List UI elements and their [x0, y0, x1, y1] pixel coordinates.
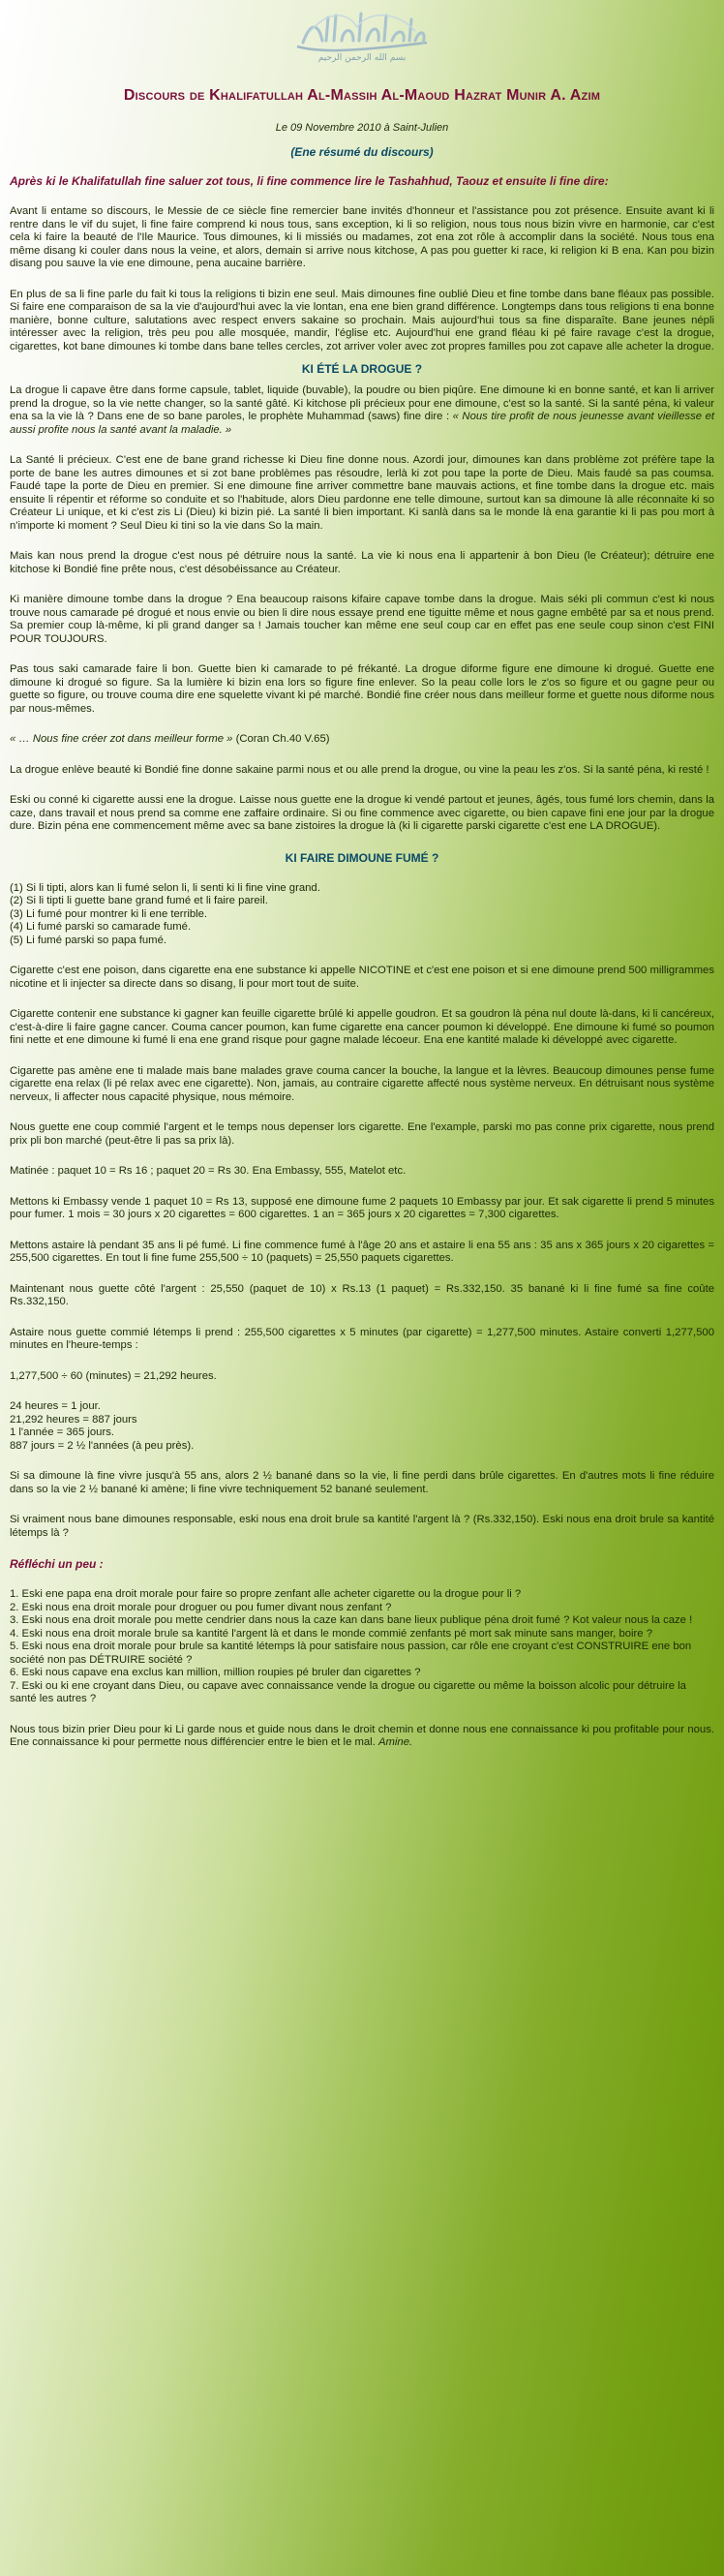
section-title-smoking: KI FAIRE DIMOUNE FUMÉ ?	[285, 850, 439, 865]
drug-paragraph: Pas tous saki camarade faire li bon. Guette bien ki camarade to pé frékanté. La drogue diforme figure ene dimoune ki drogué. Guette ene dimoune ki drogué so figure. Sa la lumière ki bizin ena lors so figure fine enlever. So la peau colle lors le z'os so figure et ou gagne peur ou guette so figure, ou trouve couma dire ene squelette vivant ki pé marché. Bondié fine créer nous dans meilleur forme et guette nous diforme nous par nous-mêmes.	[10, 663, 714, 715]
list-item: 4. Eski nous ena droit morale brule sa kantité l'argent là et dans le monde commié zenfants pé mort sak minute sans manger, boire ?	[10, 1627, 653, 1640]
reflect-questions	[10, 1588, 714, 1706]
smoking-paragraph: Mettons astaire là pendant 35 ans li pé fumé. Li fine commence fumé à l'âge 20 ans et astaire li ena 55 ans : 35 ans x 365 jours x 20 cigarettes = 255,500 cigarettes. En tout li fine fume 255,500 ÷ 10 (paquets) = 25,550 paquets cigarettes.	[10, 1239, 714, 1264]
smoking-paragraph: Maintenant nous guette côté l'argent : 25,550 (paquet de 10) x Rs.13 (1 paquet) = Rs.332,150. 35 banané ki li fine fumé sa fine coûte Rs.332,150.	[10, 1282, 714, 1307]
smoking-paragraph: 1,277,500 ÷ 60 (minutes) = 21,292 heures.	[10, 1369, 217, 1382]
list-item: (3) Li fumé pour montrer ki li ene terrible.	[10, 907, 208, 920]
drug-paragraph: Ki manière dimoune tombe dans la drogue ? Ena beaucoup raisons kifaire capave tombe dans la drogue. Mais séki pli commun c'est ki nous trouve nous camarade pé drogué et nous envie ou bien li dire nous essaye prend ene tiguitte même et nous gagne embêté par sa et nous prend. Sa premier coup là-même, ki pli grand danger sa ! Jamais toucher kan même ene seul coup car en effet pas ene seule coup sinon c'est FINI POUR TOUJOURS.	[10, 594, 714, 645]
list-item: 2. Eski nous ena droit morale pour droguer ou pou fumer divant nous zenfant ?	[10, 1601, 392, 1613]
list-item: 21,292 heures = 887 jours	[10, 1413, 137, 1426]
intro-line: Après ki le Khalifatullah fine saluer zot tous, li fine commence lire le Tashahhud, Taouz et ensuite li fine dire:	[10, 174, 609, 188]
smoking-paragraph: Cigarette pas amène ene ti malade mais bane malades grave couma cancer la bouche, la langue et la lèvres. Beaucoup dimounes pense fume cigarette ena relax (li pé relax avec ene cigarette). Non, jamais, au contraire cigarette affecté nous système nerveux. En détruisant nous système nerveux, li affecter nous capacité physique, nous mémoire.	[10, 1064, 714, 1103]
drug-paragraph: Eski ou conné ki cigarette aussi ene la drogue. Laisse nous guette ene la drogue ki vendé partout et jeunes, âgés, tous fumé lors chemin, dans la caze, dans travail et nous prend sa comme ene zaffaire ordinaire. Si ou fine commence avec cigarette, ou bien capave fini ene jour par la drogue dure. Bizin péna ene commencement même avec sa bane zistoires la drogue là (ki li cigarette parski cigarette c'est ene LA DROGUE).	[10, 794, 714, 832]
smoking-paragraph: Cigarette c'est ene poison, dans cigarette ena ene substance ki appelle NICOTINE et c'est ene poison et si ene dimoune prend 500 milligrammes nicotine et li injecter sa directe dans so disang, li pour mort tout de suite.	[10, 965, 714, 990]
smoking-paragraph: Mettons ki Embassy vende 1 paquet 10 = Rs 13, supposé ene dimoune fume 2 paquets 10 Embassy par jour. Et sak cigarette li prend 5 minutes pour fumer. 1 mois = 30 jours x 20 cigarettes = 600 cigarettes. 1 an = 365 jours x 20 cigarettes = 7,300 cigarettes.	[10, 1195, 714, 1220]
list-item: 1. Eski ene papa ena droit morale pour faire so propre zenfant alle acheter cigarette ou la drogue pour li ?	[10, 1588, 522, 1600]
summary-subtitle: (Ene résumé du discours)	[290, 145, 434, 159]
drug-paragraph: La drogue li capave être dans forme capsule, tablet, liquide (buvable), la poudre ou bien piqûre. Ene dimoune ki en bonne santé, et kan li arriver prend la drogue, so la vie nette changer, so la santé gâté. Ki kitchose pli précieux pour ene dimoune, c'est so la santé. Si la santé péna, ki valeur ena sa la vie là ? Dans ene de so bane paroles, le prophète Muhammad (saws) fine dire : « Nous tire profit de nous jeunesse avant vieillesse et aussi profite nous la santé avant la maladie. »	[10, 384, 714, 436]
page-title: Discours de Khalifatullah Al-Massih Al-Maoud Hazrat Munir A. Azim	[123, 87, 601, 104]
amen: Amine.	[377, 1736, 413, 1748]
list-item: (4) Li fumé parski so camarade fumé.	[10, 921, 192, 933]
smoking-paragraph: Astaire nous guette commié létemps li prend : 255,500 cigarettes x 5 minutes (par cigarette) = 1,277,500 minutes. Astaire converti 1,277,500 minutes en l'heure-temps :	[10, 1326, 714, 1351]
closing-paragraph: Nous tous bizin prier Dieu pour ki Li garde nous et guide nous dans le droit chemin et donne nous ene connaissance ki pou profitable pour nous. Ene connaissance ki pour permette nous différencier entre le bien et le mal. Amine.	[10, 1723, 714, 1748]
drug-paragraph: La drogue enlève beauté ki Bondié fine donne sakaine parmi nous et ou alle prend la drogue, ou vine la peau les z'os. Si la santé péna, ki resté !	[10, 763, 709, 776]
reflect-heading: Réfléchi un peu :	[10, 1557, 104, 1571]
section-title-drug: KI ÉTÉ LA DROGUE ?	[301, 362, 423, 376]
intro-paragraph: En plus de sa li fine parle du fait ki tous la religions ti bizin ene seul. Mais dimounes fine oublié Dieu et fine tombe dans bane fléaux pas possible. Si faire ene comparaison de sa la vie d'aujourd'hui avec la vie lontan, ena ene bien grand différence. Longtemps dans tous religions ti ena bonne manière, bonne culture, salutations avec respect envers sakaine so prochain. Mais aujourd'hui tous sa fine disparaîte. Bane jeunes népli intéresser avec la religion, très peu pou alle mosquée, mandir, l'église etc. Aujourd'hui ene grand fléau ki pé faire ravage c'est la drogue, cigarettes, kot bane dimounes ki tombe dans bane telles cercles, zot arriver voler avec zot propres familles pou zot capave alle acheter la drogue.	[10, 288, 714, 353]
list-item: (1) Si li tipti, alors kan li fumé selon li, li senti ki li fine vine grand.	[10, 881, 320, 894]
smoking-paragraph: Nous guette ene coup commié l'argent et le temps nous depenser lors cigarette. Ene l'example, parski mo pas conne prix cigarette, nous prend prix pli bon marché (peut-être li pas sa prix là).	[10, 1121, 714, 1147]
list-item: (5) Li fumé parski so papa fumé.	[10, 934, 166, 946]
list-item: 6. Eski nous capave ena exclus kan million, million roupies pé bruler dan cigarettes ?	[10, 1667, 421, 1678]
smoking-paragraph: Si vraiment nous bane dimounes responsable, eski nous ena droit brule sa kantité l'argent là ? (Rs.332,150). Eski nous ena droit brule sa kantité létemps là ?	[10, 1514, 714, 1539]
bismillah-logo-text: بسم الله الرحمن الرحيم	[317, 53, 407, 63]
smoking-paragraph: Si sa dimoune là fine vivre jusqu'à 55 ans, alors 2 ½ banané dans so la vie, li fine perdi dans brûle cigarettes. En d'autres mots li fine réduire dans so la vie 2 ½ banané ki amène; li fine vivre techniquement 52 banané seulement.	[10, 1470, 714, 1495]
list-item: 887 jours = 2 ½ l'années (à peu près).	[10, 1439, 195, 1452]
time-conversions	[10, 1400, 714, 1453]
bismillah-calligraphy-logo	[289, 4, 435, 64]
discourse-date: Le 09 Novembre 2010 à Saint-Julien	[275, 122, 449, 134]
drug-paragraph: La Santé li précieux. C'est ene de bane grand richesse ki Dieu fine donne nous. Azordi jour, dimounes kan dans problème zot préfère tape la porte de bane les autres dimounes et si zot bane problèmes pas résoudre, lerlà ki zot pou tape la porte de Dieu. Mais faudé sa pas coumsa. Faudé tape la porte de Dieu en premier. Si ene dimoune fine arriver commettre bane mauvais actions, et fine tombe dans la drogue etc. mais ensuite li répentir et réforme so conduite et so l'habitude, alors Dieu pardonne ene telle dimoune, surtout kan sa dimoune là alle réconnaite ki so Créateur Li unique, et ki c'est zis Li (Dieu) ki bizin pié. La santé li bien important. Ki sanlà dans sa le monde là ena garantie ki li pas pou mort à n'importe ki moment ? Seul Dieu ki tini so la vie dans So la main.	[10, 454, 714, 532]
intro-paragraph: Avant li entame so discours, le Messie de ce siècle fine remercier bane invités d'honneur et l'assistance pou zot présence. Ensuite avant ki li rentre dans le vif du sujet, li fine faire comprend ki nous tous, sans exception, ki li so religion, nous tous nous bizin vivre en harmonie, car c'est cela ki faire la beauté de l'Ile Maurice. Tous dimounes, ki li missiés ou madames, zot ena zot rôle à accomplir dans la société. Nous tous ena même disang ki couler dans nous la veine, et alors, demain si arrive nous kitchose, A pas pou guetter ki race, ki religion ki B ena. Kan pou bizin disang pou sauve la vie ene dimoune, pena aucaine barrière.	[10, 205, 714, 269]
list-item: 7. Eski ou ki ene croyant dans Dieu, ou capave avec connaissance vende la drogue ou cigarette ou même la boisson alcolic pour détruire la santé les autres ?	[10, 1679, 686, 1704]
list-item: (2) Si li tipti li guette bane grand fumé et li faire pareil.	[10, 895, 268, 906]
page	[10, 0, 714, 1750]
hadith-quote: « Nous tire profit de nous jeunesse avant vieillesse et aussi profite nous la santé avant la maladie. »	[10, 411, 714, 436]
smoking-paragraph: Cigarette contenir ene substance ki gagner kan feuille cigarette brûlé ki appelle goudron. Et sa goudron là péna nul doute là-dans, ki li cancéreux, c'est-à-dire li faire gagne cancer. Couma cancer poumon, kan fume cigarette ena cancer poumon ki développé. Ene dimoune ki fumé so poumon fini nette et ene dimoune ki fumé li ena ene grand risque pour gagne malade lécoeur. Ena ene kantité malade ki développé avec cigarette.	[10, 1008, 714, 1046]
list-item: 5. Eski nous ena droit morale pour brule sa kantité létemps là pour satisfaire nous passion, car rôle ene croyant c'est CONSTRUIRE ene bon société non pas DÉTRUIRE société ?	[10, 1641, 692, 1666]
reasons-list	[10, 882, 714, 948]
quran-quote: « … Nous fine créer zot dans meilleur forme » (Coran Ch.40 V.65)	[10, 733, 330, 745]
drug-paragraph: Mais kan nous prend la drogue c'est nous pé détruire nous la santé. La vie ki nous ena li appartenir à bon Dieu (le Créateur); détruire ene kitchose ki Bondié fine prête nous, c'est désobéissance au Créateur.	[10, 550, 714, 575]
smoking-paragraph: Matinée : paquet 10 = Rs 16 ; paquet 20 = Rs 30. Ena Embassy, 555, Matelot etc.	[10, 1165, 407, 1177]
list-item: 3. Eski nous ena droit morale pou mette cendrier dans nous la caze kan dans bane lieux publique péna droit fumé ? Kot valeur nous la caze !	[10, 1614, 693, 1626]
list-item: 1 l'année = 365 jours.	[10, 1426, 114, 1438]
list-item: 24 heures = 1 jour.	[10, 1400, 101, 1412]
